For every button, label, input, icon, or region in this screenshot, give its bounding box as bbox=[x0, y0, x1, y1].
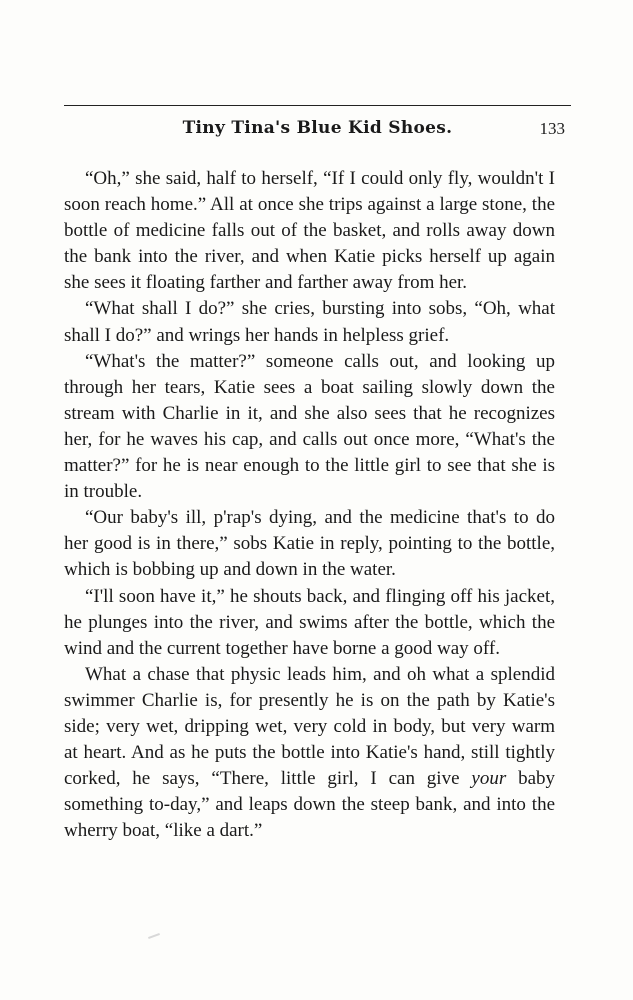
paragraph: “What's the matter?” someone calls out, and looking up through her tears, Katie sees a boat sailing slowly down the stream with Charlie in it, and she also sees that he recognizes her, for he waves his cap, and calls out once more, “What's the matter?” for he is near enough to the little girl to see that she is in trouble. bbox=[64, 350, 555, 503]
body-text bbox=[64, 166, 555, 844]
paragraph: “What shall I do?” she cries, bursting into sobs, “Oh, what shall I do?” and wrings her hands in helpless grief. bbox=[64, 298, 555, 346]
running-head bbox=[64, 114, 571, 142]
paragraph: “Oh,” she said, half to herself, “If I could only fly, wouldn't I soon reach home.” All at once she trips against a large stone, the bottle of medicine falls out of the basket, and rolls away down the bank into the river, and when Katie picks herself up again she sees it floating farther and farther away from her. bbox=[64, 168, 555, 294]
paragraph-text: baby something to-day,” and leaps down the steep bank, and into the wherry boat, “like a dart.” bbox=[64, 768, 556, 842]
paragraph bbox=[64, 662, 555, 845]
page-number: 133 bbox=[539, 119, 565, 138]
paragraph-text: What a chase that physic leads him, and oh what a splendid swimmer Charlie is, for presently he is on the path by Katie's side; very wet, dripping wet, very cold in body, but very warm at heart. And as he puts the bottle into Katie's hand, still tightly corked, he says, “There, little girl, I can give bbox=[64, 663, 555, 790]
running-title: Tiny Tina's Blue Kid Shoes. bbox=[182, 118, 453, 138]
header-rule bbox=[64, 105, 571, 106]
paper-smudge bbox=[148, 933, 160, 939]
paragraph: “Our baby's ill, p'rap's dying, and the medicine that's to do her good is in there,” sobs Katie in reply, pointing to the bottle, which is bobbing up and down in the water. bbox=[64, 507, 555, 581]
emphasized-word: your bbox=[471, 768, 507, 790]
paragraph: “I'll soon have it,” he shouts back, and flinging off his jacket, he plunges into the river, and swims after the bottle, which the wind and the current together have borne a good way off. bbox=[64, 585, 555, 659]
